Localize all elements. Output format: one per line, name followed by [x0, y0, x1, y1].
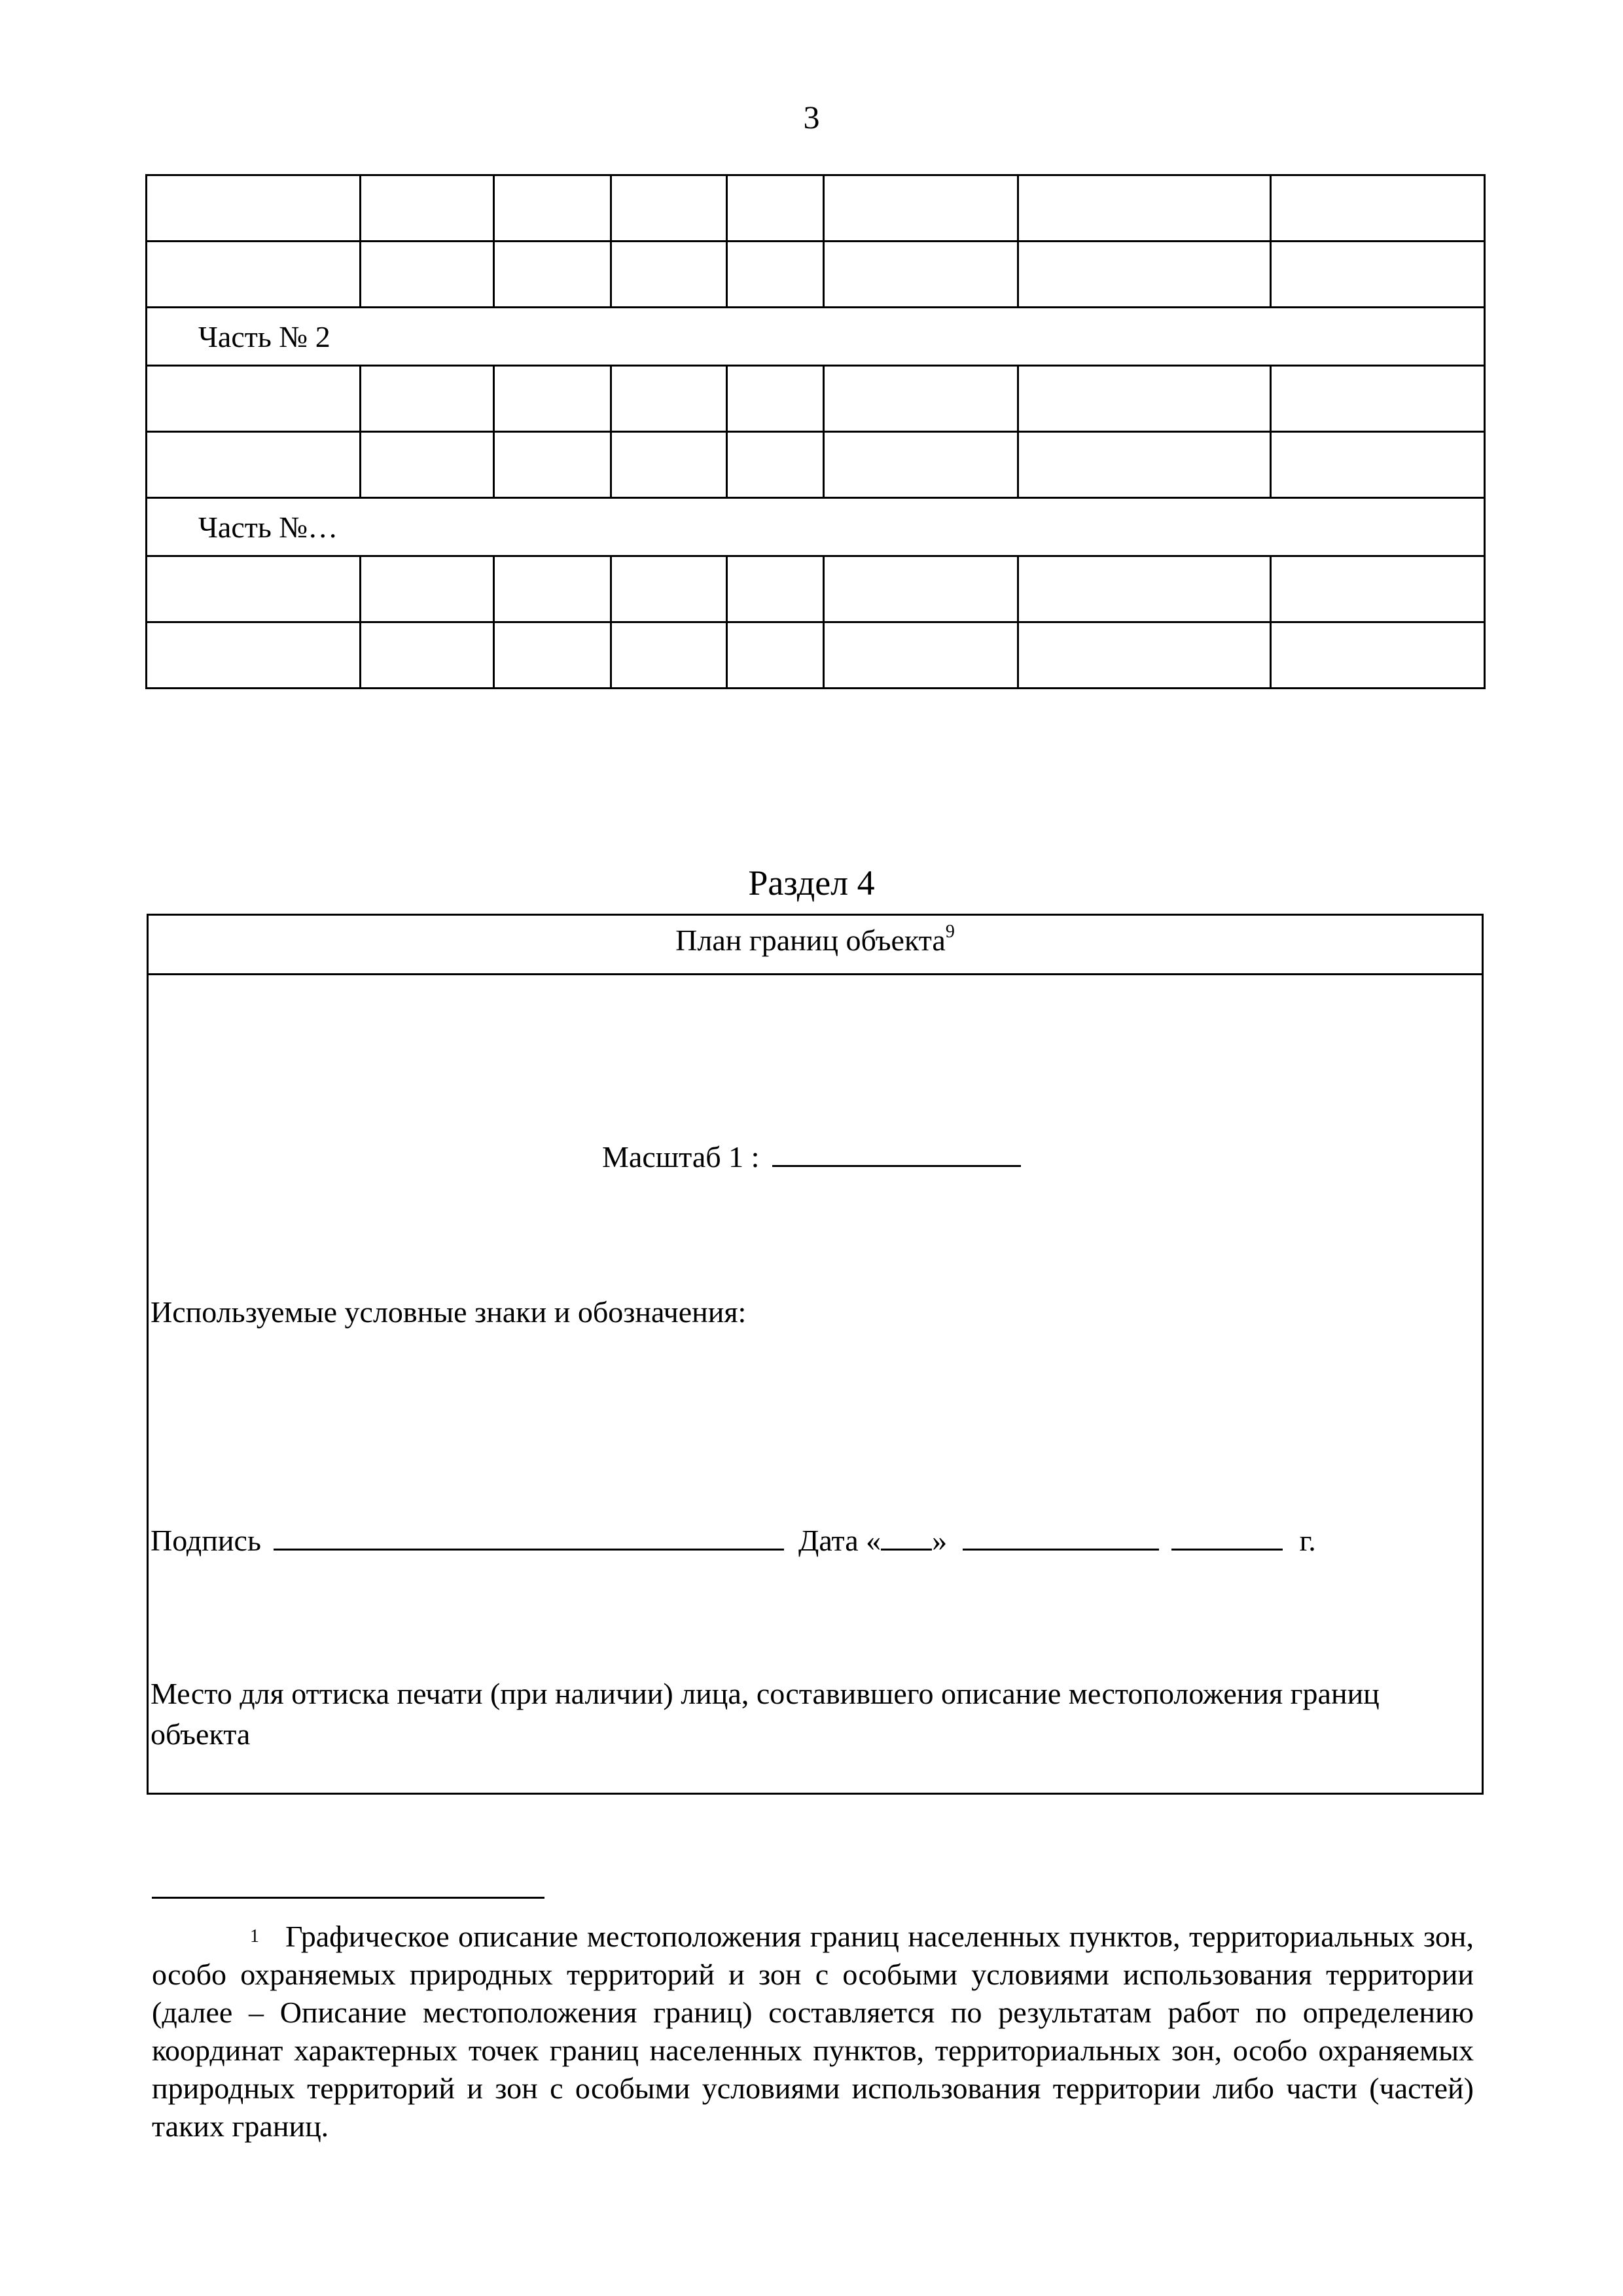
table-cell[interactable]: [494, 175, 611, 242]
table-cell[interactable]: [494, 556, 611, 622]
date-month-field[interactable]: [963, 1522, 1159, 1551]
date-label: Дата «: [798, 1524, 882, 1557]
table-cell[interactable]: [824, 622, 1018, 689]
table-cell[interactable]: [1018, 366, 1271, 432]
table-cell[interactable]: [147, 175, 361, 242]
table-cell[interactable]: [361, 242, 494, 308]
footnote-text: Графическое описание местоположения границ населенных пунктов, территориальных зон, особо охраняемых природных территорий и зон с особыми условиями использования территории (далее – Описание местоположения границ) составляется по результатам работ по определению координат характерных точек границ населенных пунктов, территориальных зон, особо охраняемых природных территорий и зон с особыми условиями использования территории либо части (частей) таких границ.: [152, 1920, 1474, 2143]
scale-line: [602, 1139, 1021, 1174]
table-cell[interactable]: [1270, 242, 1484, 308]
plan-title: [147, 923, 1484, 958]
plan-header-divider: [147, 973, 1484, 975]
table-cell[interactable]: [494, 366, 611, 432]
table-cell[interactable]: [1270, 556, 1484, 622]
table-cell[interactable]: [727, 432, 824, 498]
table-row: [147, 366, 1485, 432]
table-part-label: Часть №…: [147, 498, 1485, 556]
table-cell[interactable]: [611, 242, 727, 308]
date-year-field[interactable]: [1171, 1522, 1283, 1551]
table-cell[interactable]: [611, 432, 727, 498]
plan-box: [147, 914, 1484, 1795]
table-cell[interactable]: [611, 556, 727, 622]
table-row: [147, 432, 1485, 498]
stamp-placeholder-text: Место для оттиска печати (при наличии) лица, составившего описание местоположения границ объекта: [151, 1677, 1380, 1751]
table-cell[interactable]: [494, 432, 611, 498]
table-cell[interactable]: [1270, 622, 1484, 689]
table-cell[interactable]: [824, 242, 1018, 308]
scale-value-field[interactable]: [772, 1139, 1021, 1167]
legend-label: Используемые условные знаки и обозначения:: [151, 1295, 747, 1329]
date-close-quote: »: [932, 1524, 948, 1557]
table-cell[interactable]: [611, 622, 727, 689]
footnote: [152, 1918, 1474, 2145]
date-day-field[interactable]: [881, 1522, 932, 1551]
table-cell[interactable]: [1270, 366, 1484, 432]
table-row: [147, 175, 1485, 242]
year-suffix: г.: [1299, 1524, 1316, 1557]
table-row: [147, 556, 1485, 622]
signature-date-line: [151, 1522, 1316, 1558]
plan-title-text: План границ объекта: [675, 924, 946, 957]
table-part-row: [147, 308, 1485, 366]
table-cell[interactable]: [727, 175, 824, 242]
table-cell[interactable]: [611, 366, 727, 432]
table-cell[interactable]: [147, 242, 361, 308]
table-cell[interactable]: [1018, 556, 1271, 622]
table-cell[interactable]: [1018, 242, 1271, 308]
table-cell[interactable]: [824, 556, 1018, 622]
table-cell[interactable]: [1270, 175, 1484, 242]
table-cell[interactable]: [1018, 432, 1271, 498]
table-row: [147, 622, 1485, 689]
table-cell[interactable]: [727, 622, 824, 689]
table-cell[interactable]: [147, 366, 361, 432]
table-cell[interactable]: [727, 366, 824, 432]
table-cell[interactable]: [727, 242, 824, 308]
table-cell[interactable]: [361, 366, 494, 432]
table-cell[interactable]: [1018, 175, 1271, 242]
table-cell[interactable]: [1270, 432, 1484, 498]
table-part-label: Часть № 2: [147, 308, 1485, 366]
table-row: [147, 242, 1485, 308]
table-cell[interactable]: [361, 432, 494, 498]
signature-field[interactable]: [274, 1522, 784, 1551]
table-cell[interactable]: [824, 175, 1018, 242]
table-part-row: [147, 498, 1485, 556]
coordinates-table: [145, 174, 1486, 689]
table-cell[interactable]: [611, 175, 727, 242]
table-cell[interactable]: [1018, 622, 1271, 689]
page-number: 3: [803, 99, 820, 135]
footnote-mark: 1: [250, 1926, 259, 1946]
table-cell[interactable]: [727, 556, 824, 622]
table-cell[interactable]: [824, 432, 1018, 498]
signature-label: Подпись: [151, 1524, 261, 1557]
table-cell[interactable]: [147, 432, 361, 498]
table-cell[interactable]: [494, 242, 611, 308]
table-cell[interactable]: [824, 366, 1018, 432]
table-cell[interactable]: [361, 622, 494, 689]
table-cell[interactable]: [147, 556, 361, 622]
table-cell[interactable]: [361, 556, 494, 622]
plan-title-footnote-mark: 9: [945, 921, 955, 942]
table-cell[interactable]: [147, 622, 361, 689]
table-cell[interactable]: [361, 175, 494, 242]
section-title: Раздел 4: [748, 863, 875, 903]
footnote-divider: [152, 1897, 544, 1899]
table-cell[interactable]: [494, 622, 611, 689]
scale-label: Масштаб 1 :: [602, 1140, 760, 1174]
